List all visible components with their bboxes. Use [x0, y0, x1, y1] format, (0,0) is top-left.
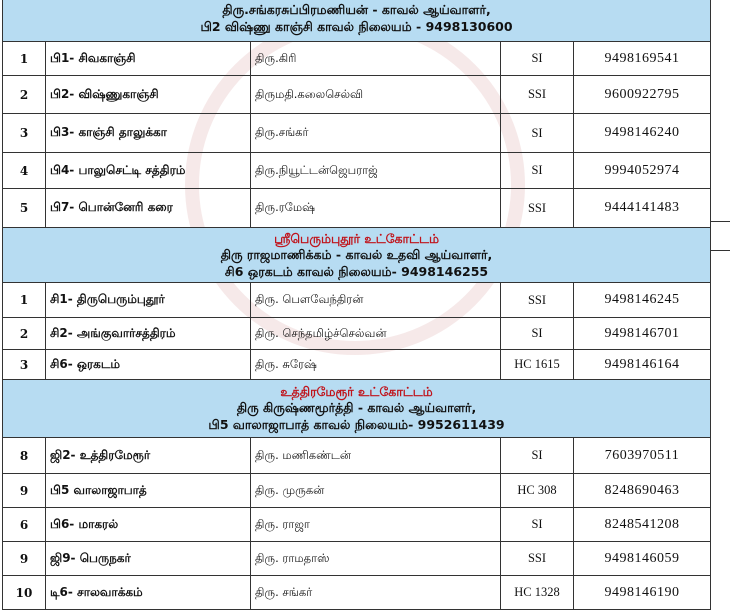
row-number: 10 — [3, 576, 46, 610]
officer-line: திரு.சங்கரசுப்பிரமணியன் - காவல் ஆய்வாளர், — [222, 2, 491, 17]
officer-name: திரு. பௌவேந்திரன் — [251, 283, 501, 318]
phone-number: 9498146245 — [574, 283, 711, 318]
officer-name: திரு. சங்கர் — [251, 576, 501, 610]
table-row — [3, 153, 711, 189]
table-row — [3, 474, 711, 508]
officer-rank: SI — [501, 153, 574, 189]
station-name: டி6- சாலவாக்கம் — [46, 576, 251, 610]
officer-rank: HC 1615 — [501, 350, 574, 380]
section-header — [3, 228, 711, 283]
officer-name: திரு. மணிகண்டன் — [251, 438, 501, 474]
officer-name: திரு. சுரேஷ் — [251, 350, 501, 380]
station-name: ஜி2- உத்திரமேரூர் — [46, 438, 251, 474]
officer-line: திரு கிருஷ்ணமூர்த்தி - காவல் ஆய்வாளர், — [236, 400, 477, 415]
officer-name: திரு.நியூட்டன்ஜெபராஜ் — [251, 153, 501, 189]
table-row — [3, 318, 711, 350]
officer-name: திரு.சங்கர் — [251, 114, 501, 153]
row-number: 9 — [3, 542, 46, 576]
officer-name: திரு. முருகன் — [251, 474, 501, 508]
station-name: சி2- அங்குவார்சத்திரம் — [46, 318, 251, 350]
section-header — [3, 0, 711, 42]
station-line: பி5 வாலாஜாபாத் காவல் நிலையம்- 9952611439 — [208, 417, 505, 432]
officer-name: திருமதி.கலைசெல்வி — [251, 76, 501, 114]
station-name: பி6- மாகரல் — [46, 508, 251, 542]
station-name: சி6- ஒரகடம் — [46, 350, 251, 380]
margin-line — [710, 250, 730, 251]
table-row — [3, 576, 711, 610]
row-number: 3 — [3, 114, 46, 153]
row-number: 1 — [3, 42, 46, 76]
officer-rank: SI — [501, 438, 574, 474]
table-row — [3, 42, 711, 76]
section-heading: ஸ்ரீபெரும்புதூர் உட்கோட்டம் — [274, 230, 439, 246]
phone-number: 9498146164 — [574, 350, 711, 380]
officer-rank: SI — [501, 318, 574, 350]
station-name: பி2- விஷ்ணுகாஞ்சி — [46, 76, 251, 114]
row-number: 6 — [3, 508, 46, 542]
table-row — [3, 508, 711, 542]
section-header — [3, 380, 711, 438]
officer-name: திரு.ரமேஷ் — [251, 189, 501, 228]
row-number: 9 — [3, 474, 46, 508]
station-line: பி2 விஷ்ணு காஞ்சி காவல் நிலையம் - 9498130600 — [200, 19, 513, 34]
officer-name: திரு. ராஜா — [251, 508, 501, 542]
section-heading: உத்திரமேரூர் உட்கோட்டம் — [280, 384, 433, 399]
phone-number: 9498146190 — [574, 576, 711, 610]
table-row — [3, 350, 711, 380]
section-header-cell — [3, 380, 711, 438]
phone-number: 9498146240 — [574, 114, 711, 153]
station-name: பி4- பாலுசெட்டி சத்திரம் — [46, 153, 251, 189]
section-header-cell — [3, 228, 711, 283]
table-row — [3, 114, 711, 153]
officer-name: திரு. ராமதாஸ் — [251, 542, 501, 576]
phone-number: 9498146701 — [574, 318, 711, 350]
officer-rank: HC 308 — [501, 474, 574, 508]
phone-number: 9498146059 — [574, 542, 711, 576]
row-number: 1 — [3, 283, 46, 318]
officer-rank: SSI — [501, 283, 574, 318]
phone-number: 7603970511 — [574, 438, 711, 474]
contact-table — [2, 0, 711, 610]
phone-number: 9444141483 — [574, 189, 711, 228]
row-number: 2 — [3, 318, 46, 350]
officer-rank: SSI — [501, 76, 574, 114]
officer-rank: SSI — [501, 542, 574, 576]
table-row — [3, 542, 711, 576]
station-name: ஜி9- பெருநகர் — [46, 542, 251, 576]
officer-line: திரு ராஜமாணிக்கம் - காவல் உதவி ஆய்வாளர், — [220, 246, 493, 262]
station-name: பி7- பொன்னேரி கரை — [46, 189, 251, 228]
table-row — [3, 283, 711, 318]
row-number: 4 — [3, 153, 46, 189]
officer-rank: SSI — [501, 189, 574, 228]
station-line: சி6 ஒரகடம் காவல் நிலையம்- 9498146255 — [224, 263, 489, 279]
row-number: 8 — [3, 438, 46, 474]
officer-rank: HC 1328 — [501, 576, 574, 610]
officer-name: திரு. செந்தமிழ்ச்செல்வன் — [251, 318, 501, 350]
section-header-cell — [3, 0, 711, 42]
phone-number: 8248690463 — [574, 474, 711, 508]
station-name: சி1- திருபெரும்புதூர் — [46, 283, 251, 318]
table-row — [3, 438, 711, 474]
margin-line — [710, 221, 730, 222]
officer-rank: SI — [501, 114, 574, 153]
phone-number: 9600922795 — [574, 76, 711, 114]
table-row — [3, 76, 711, 114]
row-number: 3 — [3, 350, 46, 380]
table-row — [3, 189, 711, 228]
station-name: பி1- சிவகாஞ்சி — [46, 42, 251, 76]
phone-number: 9498169541 — [574, 42, 711, 76]
phone-number: 9994052974 — [574, 153, 711, 189]
phone-number: 8248541208 — [574, 508, 711, 542]
officer-name: திரு.கிரி — [251, 42, 501, 76]
row-number: 2 — [3, 76, 46, 114]
row-number: 5 — [3, 189, 46, 228]
station-name: பி3- காஞ்சி தாலுக்கா — [46, 114, 251, 153]
officer-rank: SI — [501, 508, 574, 542]
station-name: பி5 வாலாஜாபாத் — [46, 474, 251, 508]
officer-rank: SI — [501, 42, 574, 76]
